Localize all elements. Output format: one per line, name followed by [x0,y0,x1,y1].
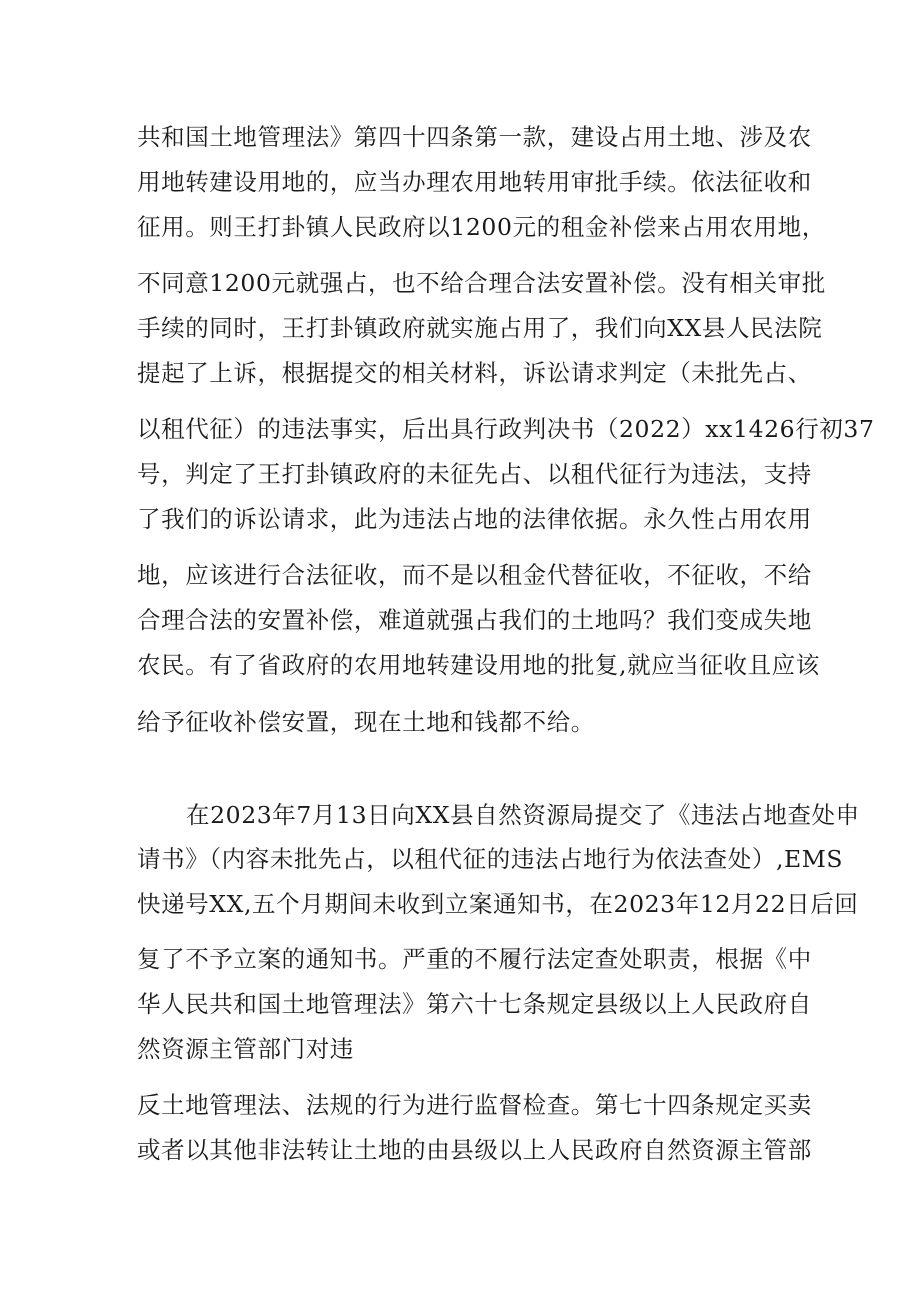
text-line: 快递号XX,五个月期间未收到立案通知书，在2023年12月22日后回 [137,890,859,918]
text-line: 然资源主管部门对违 [137,1035,354,1063]
text-line: 给予征收补偿安置，现在土地和钱都不给。 [137,708,595,736]
text-line: 复了不予立案的通知书。严重的不履行法定查处职责，根据《中 [137,945,812,973]
text-line: 在2023年7月13日向XX县自然资源局提交了《违法占地查处申 [186,801,860,829]
text-line: 用地转建设用地的，应当办理农用地转用审批手续。依法征收和 [137,168,812,196]
text-line: 了我们的诉讼请求，此为违法占地的法律依据。永久性占用农用 [137,505,812,533]
text-line: 提起了上诉，根据提交的相关材料，诉讼请求判定（未批先占、 [137,359,812,387]
text-line: 不同意1200元就强占，也不给合理合法安置补偿。没有相关审批 [137,269,826,297]
text-line: 合理合法的安置补偿，难道就强占我们的土地吗？我们变成失地 [137,606,812,634]
text-line: 反土地管理法、法规的行为进行监督检查。第七十四条规定买卖 [137,1091,812,1119]
text-line: 地，应该进行合法征收，而不是以租金代替征收，不征收，不给 [137,561,812,589]
text-line: 农民。有了省政府的农用地转建设用地的批复,就应当征收且应该 [137,651,820,679]
text-line: 华人民共和国土地管理法》第六十七条规定县级以上人民政府自 [137,990,812,1018]
text-line: 以租代征）的违法事实，后出具行政判决书（2022）xx1426行初37 [137,415,875,443]
text-line: 号，判定了王打卦镇政府的未征先占、以租代征行为违法，支持 [137,460,812,488]
text-line: 手续的同时，王打卦镇政府就实施占用了，我们向XX县人民法院 [137,314,823,342]
text-line: 请书》（内容未批先占，以租代征的违法占地行为依法查处）,EMS [137,845,844,873]
text-line: 或者以其他非法转让土地的由县级以上人民政府自然资源主管部 [137,1136,812,1164]
text-line: 征用。则王打卦镇人民政府以1200元的租金补偿来占用农用地， [137,213,826,241]
text-line: 共和国土地管理法》第四十四条第一款，建设占用土地、涉及农 [137,123,812,151]
